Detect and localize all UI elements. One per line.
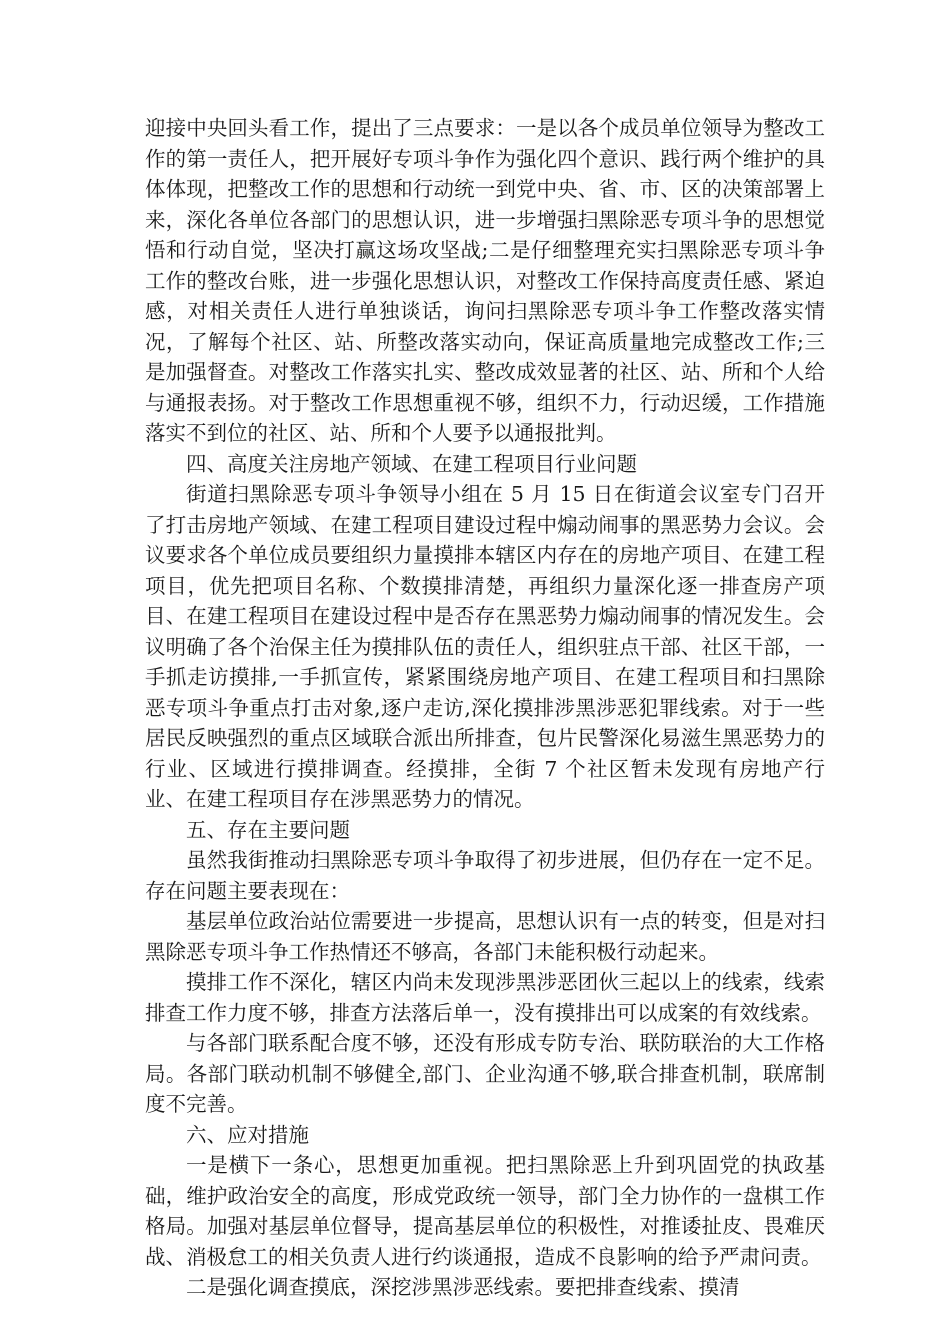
section-heading-6: 六、应对措施 bbox=[186, 1122, 309, 1147]
section-heading-5: 五、存在主要问题 bbox=[186, 817, 350, 842]
paragraph-problem-investigation: 摸排工作不深化，辖区内尚未发现涉黑涉恶团伙三起以上的线索，线索排查工作力度不够，排查方法落后单一，没有摸排出可以成案的有效线索。 bbox=[145, 970, 825, 1025]
paragraph-real-estate-meeting: 街道扫黑除恶专项斗争领导小组在 5 月 15 日在街道会议室专门召开了打击房地产领域、在建工程项目建设过程中煽动闹事的黑恶势力会议。会议要求各个单位成员要组织力量摸排本辖区内存在的房地产项目、在建工程项目，优先把项目名称、个数摸排清楚，再组织力量深化逐一排查房产项目、在建工程项目在建设过程中是否存在黑恶势力煽动闹事的情况发生。会议明确了各个治保主任为摸排队伍的责任人，组织驻点干部、社区干部，一手抓走访摸排,一手抓宣传，紧紧围绕房地产项目、在建工程项目和扫黑除恶专项斗争重点打击对象,逐户走访,深化摸排涉黑涉恶犯罪线索。对于一些居民反映强烈的重点区域联合派出所排查，包片民警深化易滋生黑恶势力的行业、区域进行摸排调查。经摸排，全街 7 个社区暂未发现有房地产行业、在建工程项目存在涉黑恶势力的情况。 bbox=[145, 482, 825, 811]
paragraph-rectification-requirements: 迎接中央回头看工作，提出了三点要求：一是以各个成员单位领导为整改工作的第一责任人，把开展好专项斗争作为强化四个意识、践行两个维护的具体体现，把整改工作的思想和行动统一到党中央、省、市、区的决策部署上来，深化各单位各部门的思想认识，进一步增强扫黑除恶专项斗争的思想觉悟和行动自觉，坚决打赢这场攻坚战;二是仔细整理充实扫黑除恶专项斗争工作的整改台账，进一步强化思想认识，对整改工作保持高度责任感、紧迫感，对相关责任人进行单独谈话，询问扫黑除恶专项斗争工作整改落实情况，了解每个社区、站、所整改落实动向，保证高质量地完成整改工作;三是加强督查。对整改工作落实扎实、整改成效显著的社区、站、所和个人给与通报表扬。对于整改工作思想重视不够，组织不力，行动迟缓，工作措施落实不到位的社区、站、所和个人要予以通报批判。 bbox=[145, 116, 825, 445]
paragraph-problems-intro: 虽然我街推动扫黑除恶专项斗争取得了初步进展，但仍存在一定不足。存在问题主要表现在： bbox=[145, 848, 825, 903]
paragraph-measure-two: 二是强化调查摸底，深挖涉黑涉恶线索。要把排查线索、摸清 bbox=[186, 1275, 740, 1299]
document-body bbox=[145, 113, 825, 1303]
paragraph-problem-political-stance: 基层单位政治站位需要进一步提高，思想认识有一点的转变，但是对扫黑除恶专项斗争工作热情还不够高，各部门未能积极行动起来。 bbox=[145, 909, 825, 964]
section-heading-4: 四、高度关注房地产领域、在建工程项目行业问题 bbox=[186, 451, 637, 476]
paragraph-measure-one: 一是横下一条心，思想更加重视。把扫黑除恶上升到巩固党的执政基础，维护政治安全的高度，形成党政统一领导，部门全力协作的一盘棋工作格局。加强对基层单位督导，提高基层单位的积极性，对推诿扯皮、畏难厌战、消极怠工的相关负责人进行约谈通报，造成不良影响的给予严肃问责。 bbox=[145, 1153, 825, 1269]
paragraph-problem-coordination: 与各部门联系配合度不够，还没有形成专防专治、联防联治的大工作格局。各部门联动机制不够健全,部门、企业沟通不够,联合排查机制，联席制度不完善。 bbox=[145, 1031, 825, 1116]
